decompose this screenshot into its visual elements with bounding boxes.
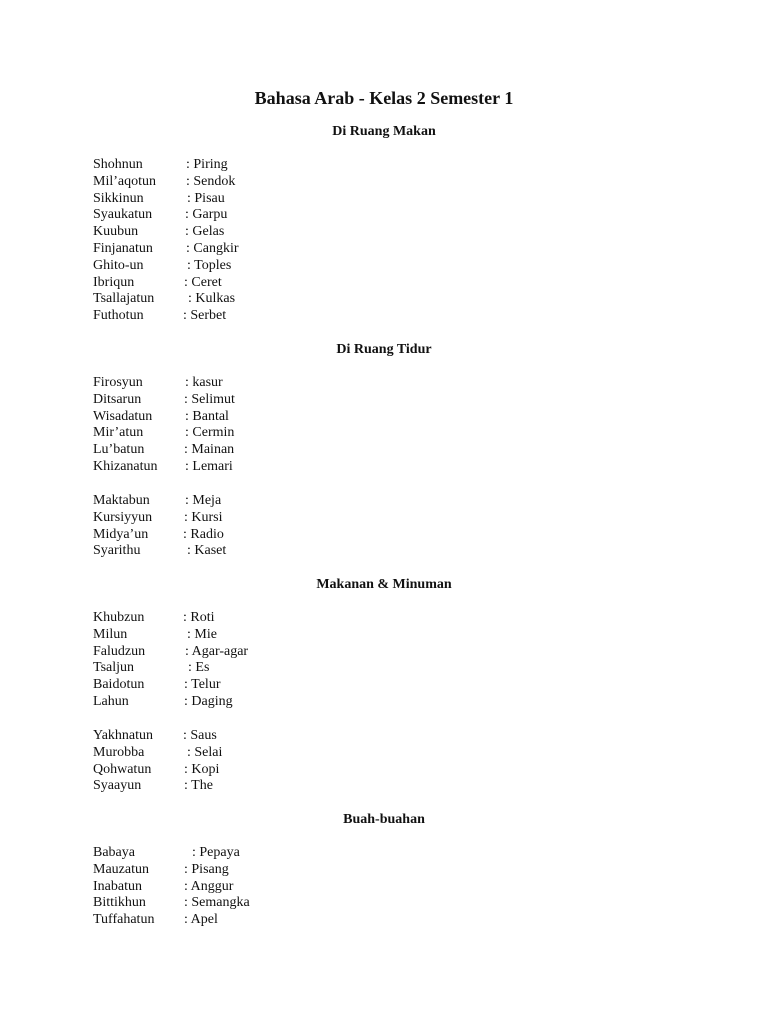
vocab-row [93,862,493,879]
vocab-row [93,409,493,426]
vocab-meaning: : Kursi [184,509,223,525]
vocab-meaning: : Ceret [184,274,222,290]
vocab-row [93,174,493,191]
vocab-word: Murobba [93,744,145,760]
vocab-meaning: : Roti [183,610,215,625]
vocab-meaning: : kasur [185,375,223,390]
vocab-row [93,527,493,544]
vocab-list-makanan-minuman-2 [93,728,493,795]
vocab-list-ruang-makan [93,157,493,325]
vocab-row [93,191,493,208]
vocab-meaning: : Kopi [184,761,220,777]
vocab-word: Babaya [93,845,135,860]
vocab-meaning: : Gelas [185,224,225,240]
vocab-row [93,745,493,762]
vocab-meaning: : Meja [185,493,222,508]
vocab-meaning: : Garpu [185,207,228,223]
vocab-word: Baidotun [93,677,145,693]
vocab-word: Lu’batun [93,442,145,458]
vocab-list-makanan-minuman-1 [93,610,493,711]
vocab-word: Tuffahatun [93,912,155,928]
vocab-row [93,610,493,627]
vocab-word: Syaukatun [93,207,153,223]
vocab-meaning: : Serbet [183,308,227,324]
vocab-row [93,660,493,677]
vocab-row [93,912,493,929]
vocab-row [93,778,493,795]
vocab-meaning: : Radio [183,526,224,542]
vocab-row [93,510,493,527]
vocab-row [93,375,493,392]
vocab-row [93,493,493,510]
vocab-meaning: : Agar-agar [185,643,249,659]
vocab-word: Sikkinun [93,190,144,206]
vocab-row [93,627,493,644]
vocab-word: Syaayun [93,778,142,794]
vocab-meaning: : Es [188,660,210,676]
vocab-word: Firosyun [93,375,143,390]
vocab-meaning: : Sendok [186,173,236,189]
vocab-word: Tsallajatun [93,291,155,307]
vocab-row [93,879,493,896]
vocab-row [93,845,493,862]
vocab-meaning: : Daging [184,693,233,709]
vocab-row [93,291,493,308]
vocab-row [93,543,493,560]
vocab-row [93,241,493,258]
vocab-row [93,224,493,241]
section-heading-buah-buahan: Buah-buahan [343,812,425,827]
vocab-word: Maktabun [93,493,150,508]
vocab-word: Midya’un [93,526,149,542]
vocab-row [93,728,493,745]
vocab-row [93,308,493,325]
vocab-meaning: : The [184,778,213,794]
vocab-word: Ditsarun [93,391,142,407]
vocab-row [93,157,493,174]
vocab-word: Mil’aqotun [93,173,156,189]
vocab-word: Wisadatun [93,408,153,424]
vocab-row [93,762,493,779]
vocab-meaning: : Telur [184,677,221,693]
vocab-word: Yakhnatun [93,728,154,743]
document-title: Bahasa Arab - Kelas 2 Semester 1 [254,88,514,108]
vocab-word: Inabatun [93,878,142,894]
vocab-meaning: : Selimut [184,391,235,407]
vocab-meaning: : Pisau [187,190,225,206]
vocab-row [93,392,493,409]
vocab-word: Kuubun [93,224,139,240]
section-heading-makanan-minuman: Makanan & Minuman [316,577,452,592]
vocab-meaning: : Cangkir [186,240,239,256]
vocab-row [93,644,493,661]
vocab-word: Bittikhun [93,895,146,911]
vocab-word: Syarithu [93,543,141,559]
vocab-word: Tsaljun [93,660,135,676]
vocab-word: Ghito-un [93,257,144,273]
vocab-row [93,207,493,224]
vocab-word: Faludzun [93,643,146,659]
vocab-row [93,442,493,459]
vocab-word: Khubzun [93,610,145,625]
vocab-word: Mauzatun [93,861,149,877]
vocab-word: Kursiyyun [93,509,153,525]
vocab-meaning: : Anggur [184,878,234,894]
vocab-row [93,694,493,711]
vocab-word: Lahun [93,693,129,709]
vocab-list-ruang-tidur-2 [93,493,493,560]
vocab-meaning: : Lemari [185,458,233,474]
vocab-meaning: : Cermin [185,425,235,441]
vocab-word: Milun [93,626,128,642]
vocab-word: Mir’atun [93,425,144,441]
vocab-row [93,677,493,694]
section-heading-ruang-makan: Di Ruang Makan [332,124,436,139]
vocab-meaning: : Pisang [184,861,229,877]
vocab-row [93,425,493,442]
vocab-meaning: : Semangka [184,895,250,911]
vocab-word: Qohwatun [93,761,152,777]
vocab-meaning: : Piring [186,157,228,172]
vocab-meaning: : Bantal [185,408,229,424]
vocab-word: Finjanatun [93,240,153,256]
vocab-meaning: : Selai [187,744,223,760]
vocab-word: Futhotun [93,308,144,324]
vocab-row [93,459,493,476]
vocab-word: Shohnun [93,157,143,172]
vocab-meaning: : Toples [187,257,232,273]
vocab-word: Khizanatun [93,458,158,474]
vocab-meaning: : Pepaya [192,845,240,860]
vocab-meaning: : Mie [187,626,217,642]
vocab-meaning: : Kulkas [188,291,236,307]
vocab-meaning: : Kaset [187,543,227,559]
section-heading-ruang-tidur: Di Ruang Tidur [336,342,432,357]
vocab-meaning: : Saus [183,728,217,743]
vocab-meaning: : Apel [184,912,218,928]
vocab-word: Ibriqun [93,274,135,290]
vocab-row [93,258,493,275]
vocab-row [93,275,493,292]
vocab-list-buah-buahan [93,845,493,929]
vocab-row [93,895,493,912]
vocab-meaning: : Mainan [184,442,235,458]
vocab-list-ruang-tidur-1 [93,375,493,476]
